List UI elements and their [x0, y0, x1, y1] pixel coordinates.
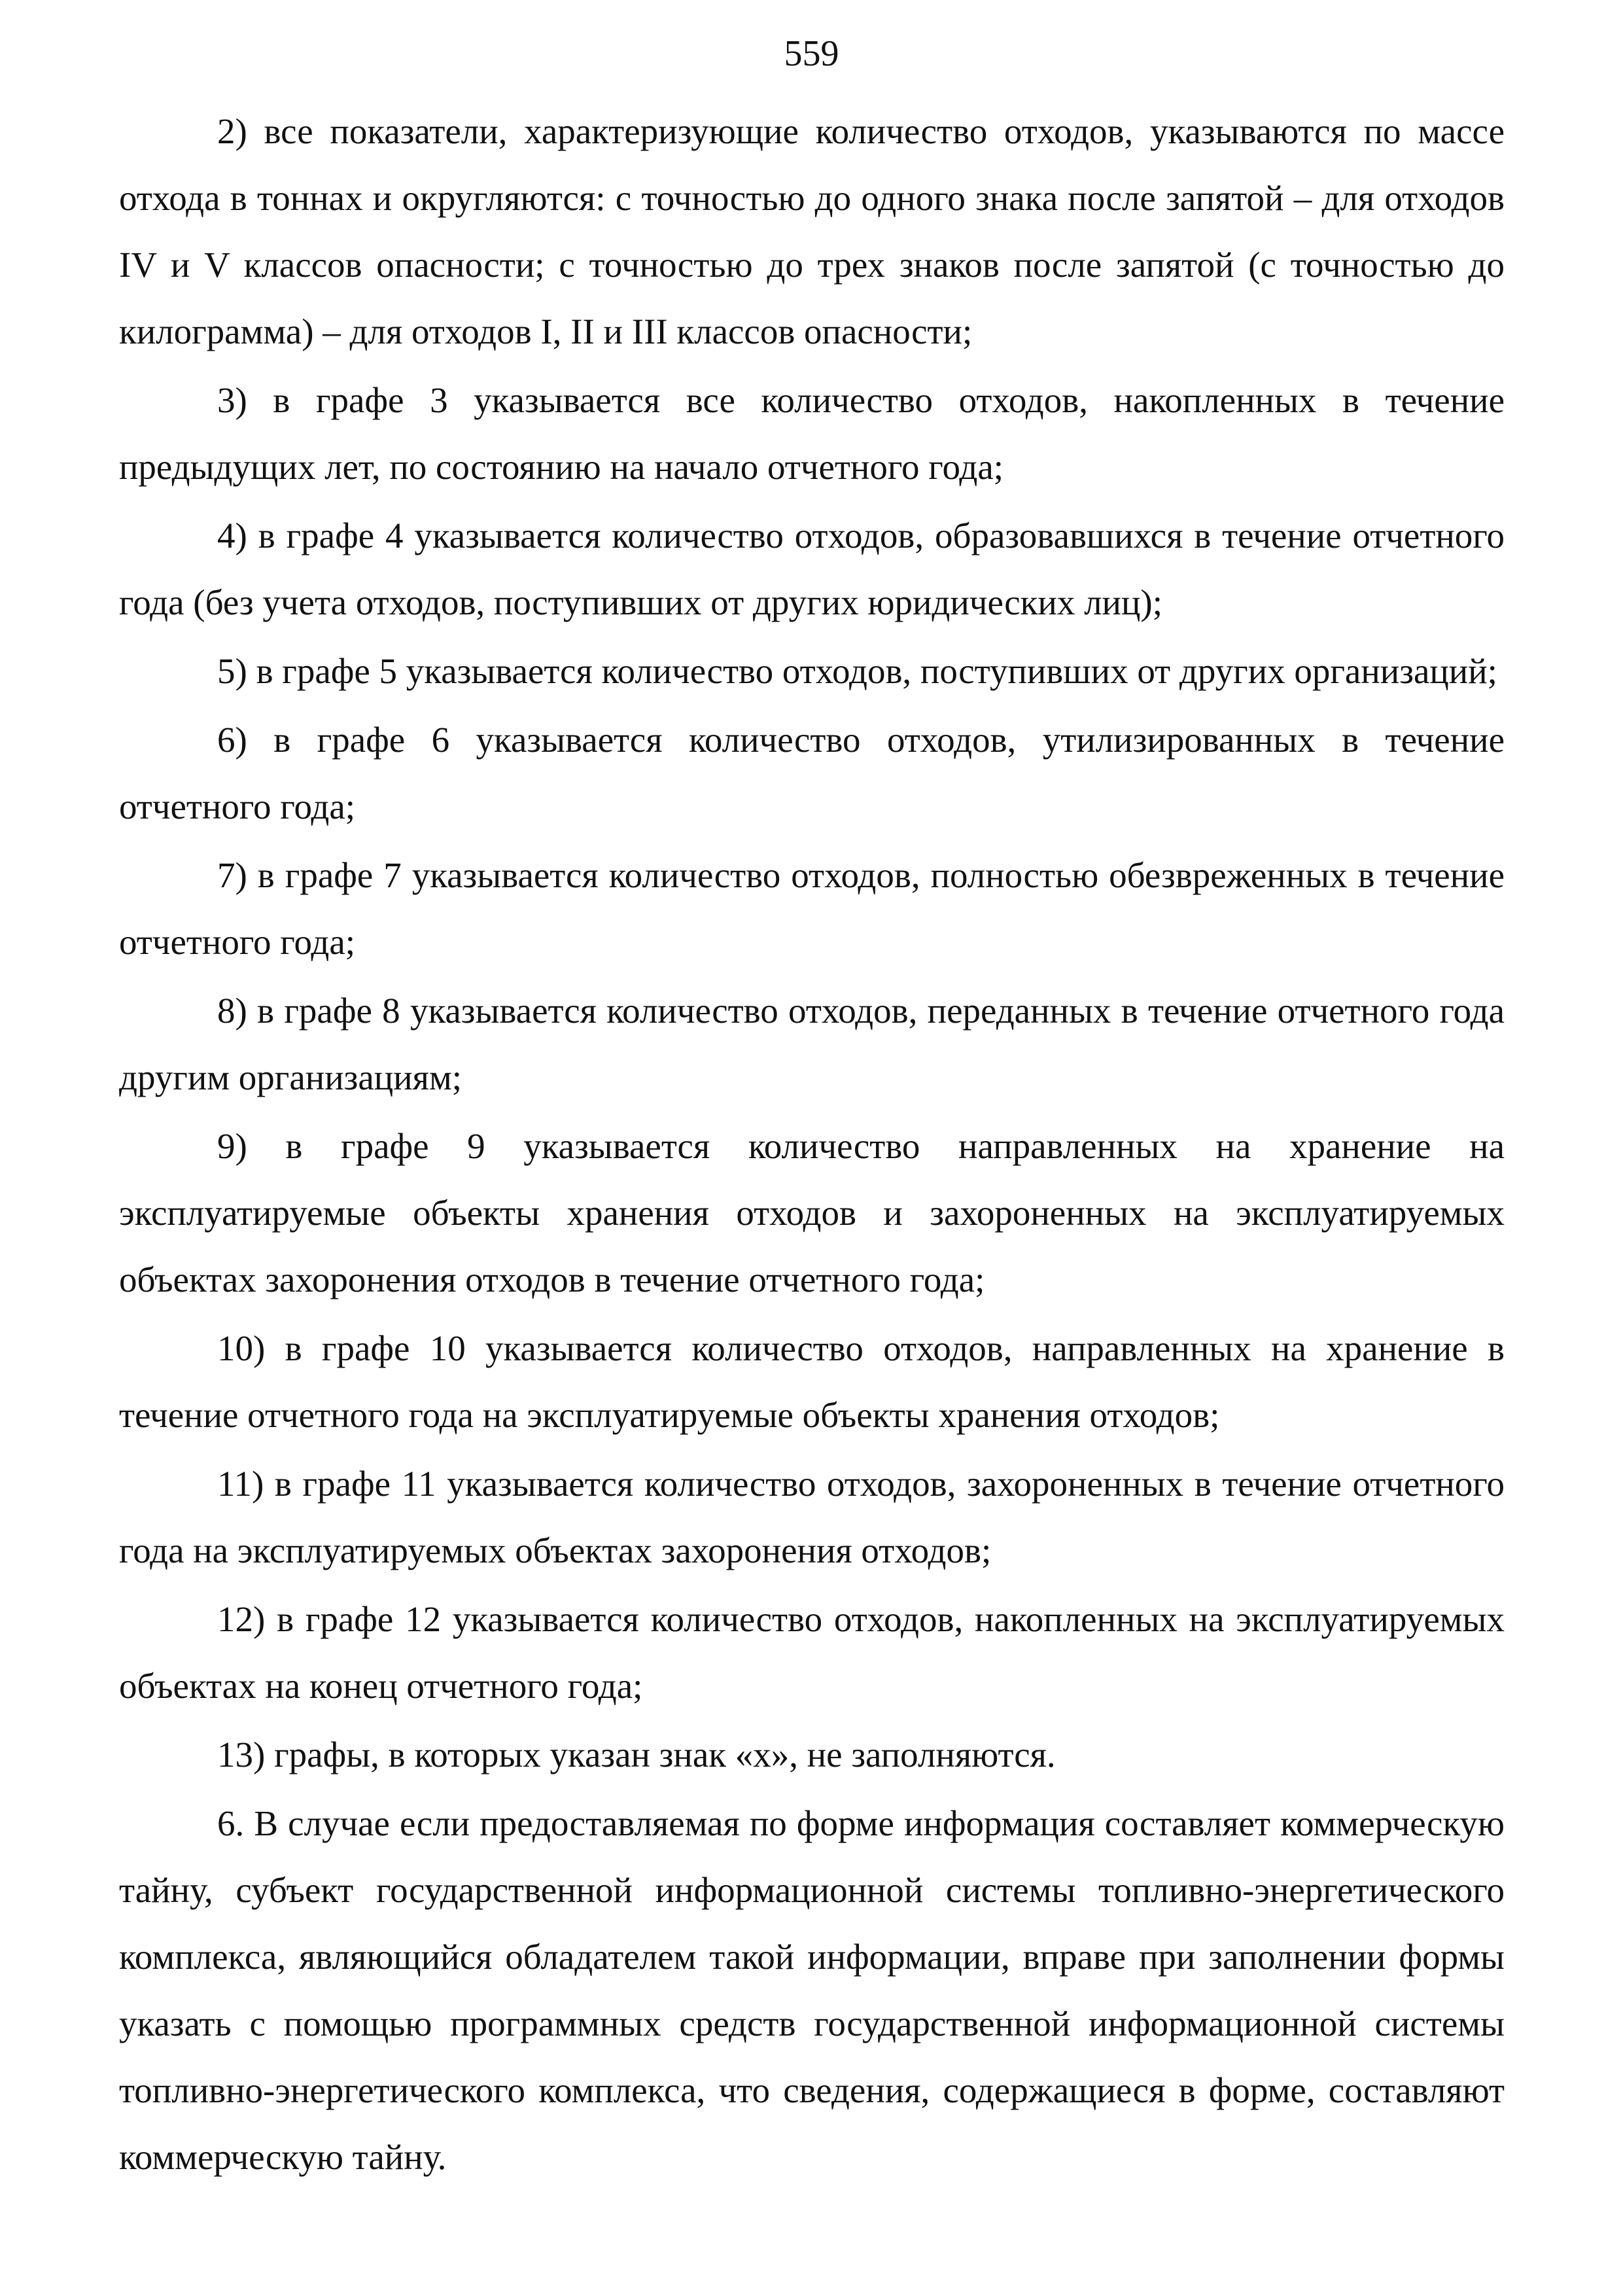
paragraph-item-6: 6) в графе 6 указывается количество отходов, утилизированных в течение отчетного года;	[119, 720, 1505, 826]
paragraph-item-10: 10) в графе 10 указывается количество отходов, направленных на хранение в течение отчетного года на эксплуатируемые объекты хранения отходов;	[119, 1328, 1505, 1435]
paragraph-item-12: 12) в графе 12 указывается количество отходов, накопленных на эксплуатируемых объектах на конец отчетного года;	[119, 1599, 1505, 1706]
paragraph-item-8: 8) в графе 8 указывается количество отходов, переданных в течение отчетного года другим организациям;	[119, 991, 1505, 1097]
paragraph-section-6: 6. В случае если предоставляемая по форме информация составляет коммерческую тайну, субъект государственной информационной системы топливно-энергетического комплекса, являющийся обладателем такой информации, вправе при заполнении формы указать с помощью программных средств государственной информационной системы топливно-энергетического комплекса, что сведения, содержащиеся в форме, составляют коммерческую тайну.	[119, 1803, 1505, 2177]
paragraph-item-13: 13) графы, в которых указан знак «х», не заполняются.	[217, 1735, 1056, 1775]
paragraph-item-5: 5) в графе 5 указывается количество отходов, поступивших от других организаций;	[217, 651, 1497, 691]
page-number: 559	[784, 33, 839, 74]
paragraph-item-11: 11) в графе 11 указывается количество отходов, захороненных в течение отчетного года на эксплуатируемых объектах захоронения отходов;	[119, 1464, 1505, 1570]
paragraph-item-2: 2) все показатели, характеризующие количество отходов, указываются по массе отхода в тоннах и округляются: с точностью до одного знака после запятой – для отходов IV и V классов опасности; с точностью до трех знаков после запятой (с точностью до килограмма) – для отходов I, II и III классов опасности;	[119, 111, 1505, 351]
document-body	[119, 98, 1505, 2193]
paragraph-item-7: 7) в графе 7 указывается количество отходов, полностью обезвреженных в течение отчетного года;	[119, 855, 1505, 962]
paragraph-item-4: 4) в графе 4 указывается количество отходов, образовавшихся в течение отчетного года (без учета отходов, поступивших от других юридических лиц);	[119, 516, 1505, 622]
paragraph-item-3: 3) в графе 3 указывается все количество отходов, накопленных в течение предыдущих лет, по состоянию на начало отчетного года;	[119, 380, 1505, 487]
paragraph-item-9: 9) в графе 9 указывается количество направленных на хранение на эксплуатируемые объекты хранения отходов и захороненных на эксплуатируемых объектах захоронения отходов в течение отчетного года;	[119, 1126, 1505, 1299]
